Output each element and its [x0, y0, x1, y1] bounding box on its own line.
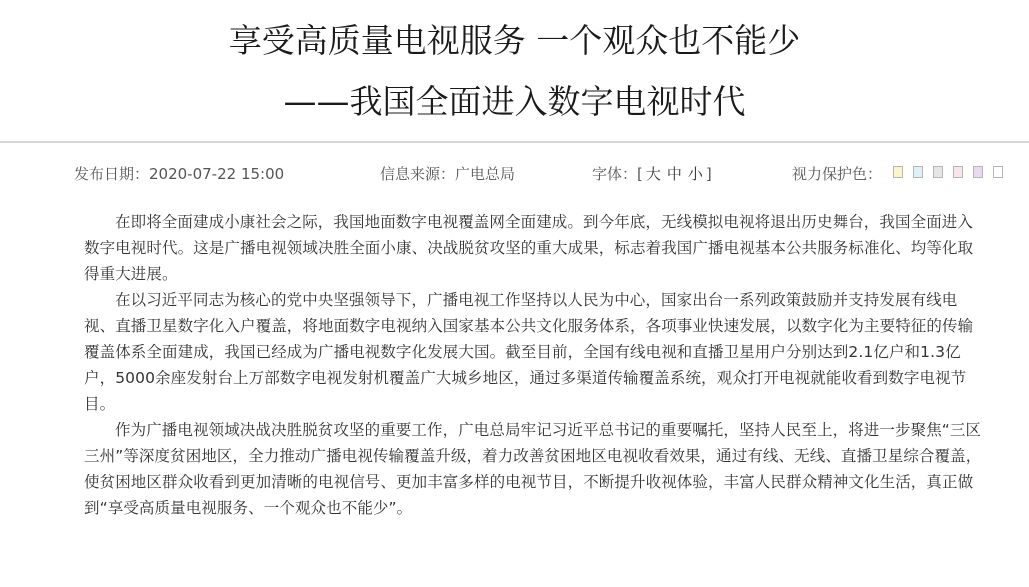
- font-size-medium-button[interactable]: 中: [666, 165, 682, 183]
- color-swatch-yellow-icon[interactable]: [893, 166, 903, 178]
- publish-date: 发布日期：2020-07-22 15:00: [74, 165, 285, 183]
- color-swatch-gray-icon[interactable]: [933, 166, 943, 178]
- article-paragraph: 在即将全面建成小康社会之际，我国地面数字电视覆盖网全面建成。到今年底，无线模拟电视将退出历史舞台，我国全面进入数字电视时代。这是广播电视领域决胜全面小康、决战脱贫攻坚的重大成果，标志着我国广播电视基本公共服务标准化、均等化取得重大进展。: [84, 213, 974, 283]
- article-paragraph: 作为广播电视领域决战决胜脱贫攻坚的重要工作，广电总局牢记习近平总书记的重要嘱托，坚持人民至上，将进一步聚焦“三区三州”等深度贫困地区，全力推动广播电视传输覆盖升级，着力改善贫困地区电视收看效果，通过有线、无线、直播卫星综合覆盖，使贫困地区群众收看到更加清晰的电视信号、更加丰富多样的电视节目，不断提升收视体验，丰富人民群众精神文化生活，真正做到“享受高质量电视服务、一个观众也不能少”。: [84, 421, 982, 517]
- color-swatch-blue-icon[interactable]: [913, 166, 923, 178]
- article-body: [84, 209, 984, 521]
- title-divider: [0, 141, 1029, 143]
- font-size-label: 字体：[: [592, 165, 643, 183]
- title-line-subtitle: ——我国全面进入数字电视时代: [283, 82, 746, 121]
- title-line-main: 享受高质量电视服务 一个观众也不能少: [228, 21, 801, 60]
- color-swatch-white-icon[interactable]: [993, 166, 1003, 178]
- font-size-small-button[interactable]: 小: [687, 165, 703, 183]
- article-paragraph: 在以习近平同志为核心的党中央坚强领导下，广播电视工作坚持以人民为中心，国家出台一系列政策鼓励并支持发展有线电视、直播卫星数字化入户覆盖，将地面数字电视纳入国家基本公共文化服务体系，各项事业快速发展，以数字化为主要特征的传输覆盖体系全面建成，我国已经成为广播电视数字化发展大国。截至目前，全国有线电视和直播卫星用户分别达到2.1亿户和1.3亿户，5000余座发射台上万部数字电视发射机覆盖广大城乡地区，通过多渠道传输覆盖系统，观众打开电视就能收看到数字电视节目。: [84, 291, 974, 413]
- info-source: 信息来源：广电总局: [380, 165, 516, 183]
- article-title: [0, 0, 1029, 143]
- font-size-large-button[interactable]: 大: [645, 165, 661, 183]
- font-size-selector: [592, 163, 712, 185]
- font-size-close-bracket: ]: [705, 165, 712, 183]
- color-swatch-purple-icon[interactable]: [973, 166, 983, 178]
- color-swatch-pink-icon[interactable]: [953, 166, 963, 178]
- vision-color-swatches: [893, 166, 1008, 180]
- vision-protection-label: 视力保护色：: [792, 165, 883, 183]
